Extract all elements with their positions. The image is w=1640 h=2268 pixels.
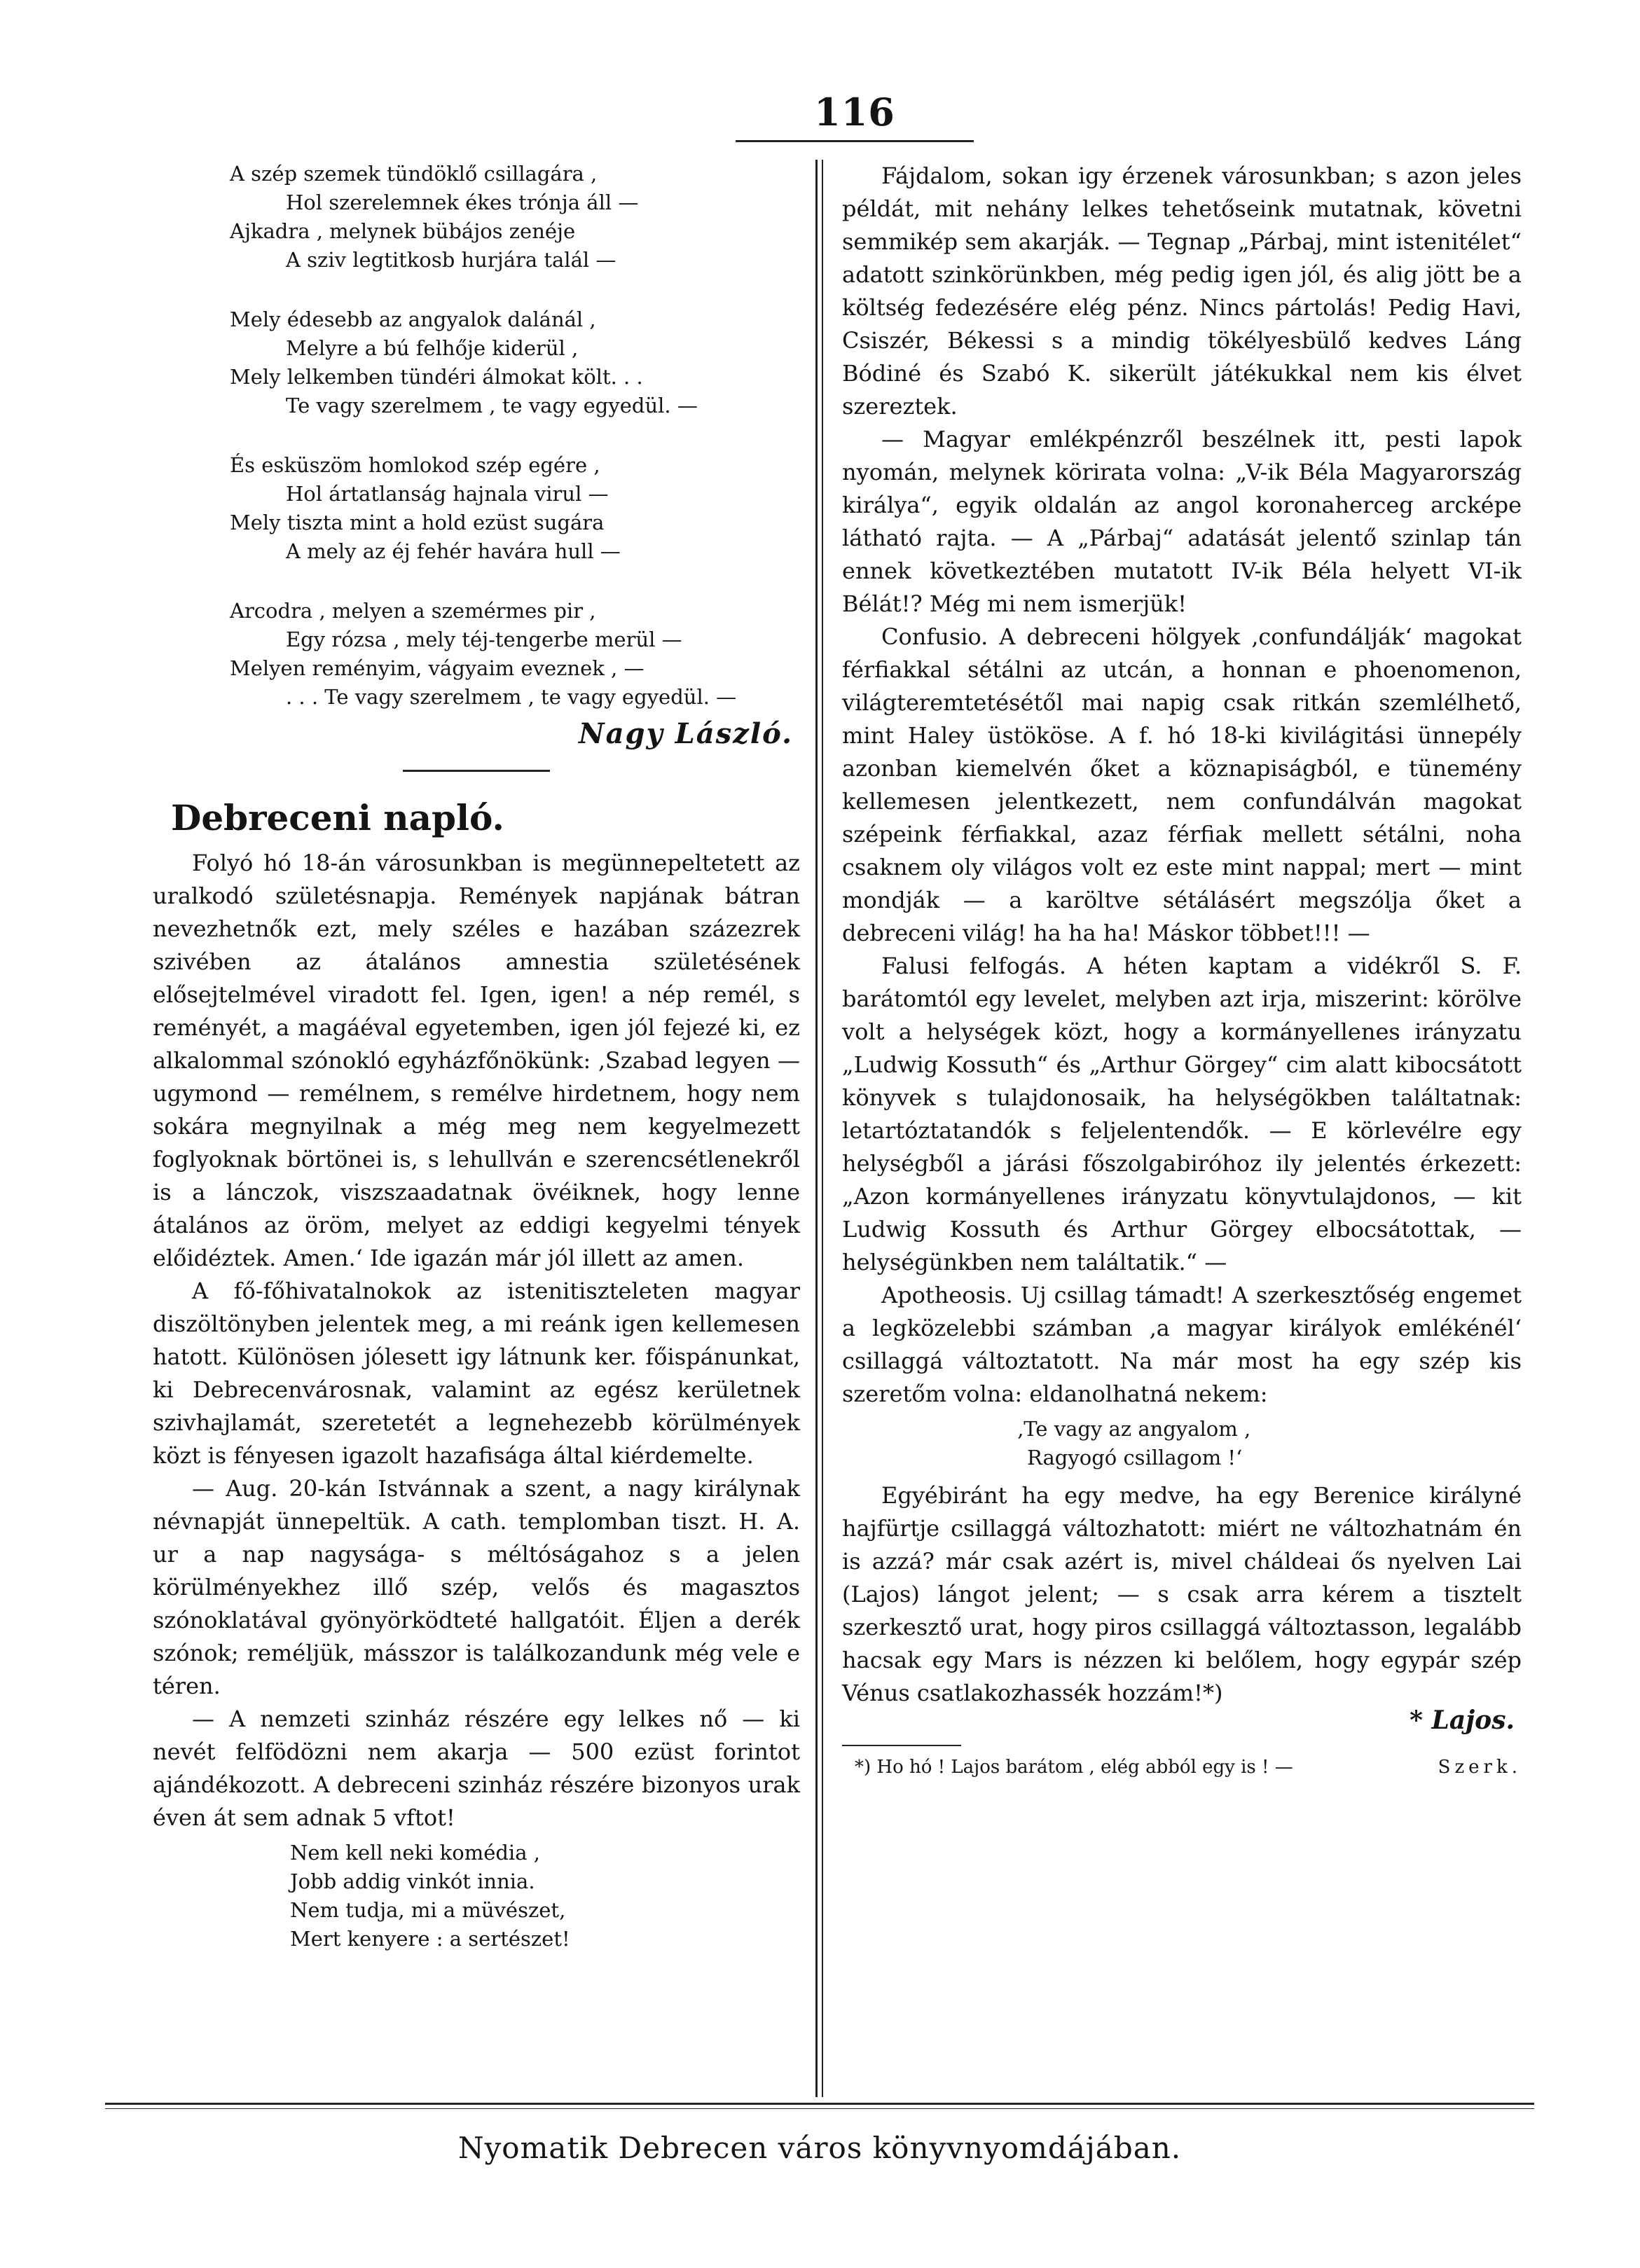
footnote bbox=[842, 1755, 1522, 1780]
poem-stanza-3 bbox=[230, 451, 800, 566]
paragraph: A fő-főhivatalnokok az istenitiszteleten magyar diszöltönyben jelentek meg, a mi reánk igen kellemesen hatott. Különösen jólesett igy látnunk ker. főispánunkat, ki Debrecenvárosnak, valamint az egész kerületnek szivhajlamát, szeretetét a legnehezebb körülmények közt is fényesen igazolt hazafisága által kiérdemelte. bbox=[153, 1278, 800, 1469]
poem-line: A sziv legtitkosb hurjára talál — bbox=[286, 248, 616, 272]
poem-stanza-4 bbox=[230, 597, 800, 712]
footnote-text: *) Ho hó ! Lajos barátom , elég abból egy is ! — bbox=[855, 1757, 1293, 1778]
paragraph: Egyébiránt ha egy medve, ha egy Berenice királyné hajfürtje csillaggá változhatott: miért ne változhatnám én is azzá? már csak azért is, mivel cháldeai ős nyelven Lai (Lajos) lángot jelent; — s csak arra kérem a tisztelt szerkesztő urat, hogy piros csillaggá változtasson, legalább hacsak egy Mars is nézzen ki belőlem, hogy egypár szép Vénus csatlakozhassék hozzám!*) bbox=[842, 1482, 1522, 1706]
paragraph: Apotheosis. Uj csillag támadt! A szerkesztőség engemet a legközelebbi számban ‚a magyar királyok emlékénél‘ csillaggá változtatott. Na már most ha egy szép kis szeretőm volna: eldanolhatná nekem: bbox=[842, 1282, 1522, 1407]
poem-line: Te vagy szerelmem , te vagy egyedül. — bbox=[286, 394, 698, 417]
section-heading: Debreceni napló. bbox=[171, 797, 504, 838]
poem-line: Mely édesebb az angyalok dalánál , bbox=[230, 307, 596, 331]
article-signature: * Lajos. bbox=[1410, 1706, 1515, 1735]
poem-line: A szép szemek tündöklő csillagára , bbox=[230, 162, 598, 186]
page-number: 116 bbox=[814, 90, 895, 134]
paragraph: — Aug. 20-kán Istvánnak a szent, a nagy királynak névnapját ünnepeltük. A cath. templomban tiszt. H. A. ur a nap nagysága- s méltóságahoz s a jelen körülményekhez illő szép, velős és magasztos szónoklatával gyönyörködteté hallgatóit. Éljen a derék szónok; reméljük, másszor is találkozandunk még vele e téren. bbox=[153, 1475, 800, 1699]
left-column bbox=[153, 160, 800, 1954]
paragraph: Folyó hó 18-án városunkban is megünnepeltetett az uralkodó születésnapja. Remények napjának bátran nevezhetnők ezt, mely széles e hazában százezrek szivében az átalános amnestia születésének elősejtelmével viradott fel. Igen, igen! a nép remél, s reményét, a magáéval egyetemben, igen jól fejezé ki, ez alkalommal szónokló egyházfőnökünk: ‚Szabad legyen — ugymond — remélnem, s remélve hirdetnem, hogy nem sokára megnyilnak a még meg nem kegyelmezett foglyoknak börtönei is, s lehullván e szerencsétlenekről is a lánczok, viszszaadatnak övéiknek, hogy lenne átalános az öröm, melyet az eddigi kegyelmi tények előidéztek. Amen.‘ Ide igazán már jól illett az amen. bbox=[153, 850, 800, 1271]
poem-line: Melyre a bú felhője kiderül , bbox=[286, 336, 579, 360]
poem-line: A mely az éj fehér havára hull — bbox=[286, 539, 621, 563]
poem-line: Hol ártatlanság hajnala virul — bbox=[286, 482, 609, 506]
column-divider-inner bbox=[822, 160, 823, 2097]
poem-line: Melyen reményim, vágyaim eveznek , — bbox=[230, 656, 645, 680]
verse-line: Mert kenyere : a sertészet! bbox=[290, 1927, 570, 1951]
verse-line: Jobb addig vinkót innia. bbox=[290, 1869, 535, 1893]
footer-rule-thin bbox=[105, 2108, 1534, 2109]
poem-line: És esküszöm homlokod szép egére , bbox=[230, 453, 600, 477]
poem-author: Nagy László. bbox=[579, 717, 793, 750]
poem-line: Mely lelkemben tündéri álmokat költ. . . bbox=[230, 365, 643, 389]
poem-line: Egy rózsa , mely téj-tengerbe merül — bbox=[286, 628, 682, 651]
verse-line: Nem tudja, mi a müvészet, bbox=[290, 1898, 566, 1922]
poem-stanza-2 bbox=[230, 305, 800, 420]
footnote-rule bbox=[842, 1745, 961, 1746]
paragraph: — Magyar emlékpénzről beszélnek itt, pesti lapok nyomán, melynek körirata volna: „V-ik Béla Magyarország királya“, egyik oldalán az angol koronaherceg arcképe látható rajta. — A „Párbaj“ adatását jelentő szinlap tán ennek következtében mutatott IV-ik Béla helyett VI-ik Bélát!? Még mi nem ismerjük! bbox=[842, 426, 1522, 617]
verse-line: Ragyogó csillagom !‘ bbox=[1027, 1446, 1243, 1470]
paragraph: Fájdalom, sokan igy érzenek városunkban; s azon jeles példát, mit nehány lelkes tehetőseink mutatnak, követni semmikép sem akarják. — Tegnap „Párbaj, mint istenitélet“ adatott szinkörünkben, még pedig igen jól, és alig jött be a költség fedezésére elég pénz. Nincs pártolás! Pedig Havi, Csiszér, Békessi s a mindig tökélyesbülő kedves Láng Bódiné és Szabó K. sikerült játékukkal nem kis élvet szereztek. bbox=[842, 163, 1522, 420]
verse-line: ‚Te vagy az angyalom , bbox=[1017, 1417, 1251, 1441]
poem-line: Hol szerelemnek ékes trónja áll — bbox=[286, 191, 639, 214]
paragraph: — A nemzeti szinház részére egy lelkes nő — ki nevét felfödözni nem akarja — 500 ezüst forintot ajándékozott. A debreceni szinház részére bizonyos urak éven át sem adnak 5 vftot! bbox=[153, 1706, 800, 1831]
poem-line: Ajkadra , melynek bübájos zenéje bbox=[230, 219, 576, 243]
poem bbox=[230, 160, 800, 712]
short-verse bbox=[290, 1839, 800, 1954]
poem-line: Mely tiszta mint a hold ezüst sugára bbox=[230, 511, 605, 534]
imprint: Nyomatik Debrecen város könyvnyomdájában. bbox=[457, 2131, 1182, 2165]
poem-stanza-1 bbox=[230, 160, 800, 275]
paragraph: Confusio. A debreceni hölgyek ‚confundálják‘ magokat férfiakkal sétálni az utcán, a honnan e phoenomenon, világteremtetésétől mai napig csak ritkán szemlélhető, mint Haley üstököse. A f. hó 18-ki kivilágitási ünnepély azonban kiemelvén őket a köznapiságból, e tünemény kellemesen jelentkezett, nem confundálván magokat szépeink férfiakkal, azaz férfiak mellett sétálni, noha csaknem oly világos volt ez este mint nappal; mert — mint mondják — a karöltve sétálásért megszólja őket a debreceni világ! ha ha ha! Máskor többet!!! — bbox=[842, 623, 1522, 946]
paragraph: Falusi felfogás. A héten kaptam a vidékről S. F. barátomtól egy levelet, melyben azt irja, miszerint: körölve volt a helységek közt, hogy a kormányellenes irányzatu „Ludwig Kossuth“ és „Arthur Görgey“ cim alatt kibocsátott könyvek s tulajdonosaik, ha helységökben találtatnak: letartóztatandók s feljelentendők. — E körlevélre egy helységből a járási főszolgabiróhoz ily jelentés érkezett: „Azon kormányellenes irányzatu könyvtulajdonos, — kit Ludwig Kossuth és Arthur Görgey elbocsátottak, — helységünkben nem találtatik.“ — bbox=[842, 953, 1522, 1275]
column-divider bbox=[815, 160, 818, 2097]
footnote-sign: Szerk. bbox=[1438, 1757, 1522, 1778]
footer-rule bbox=[105, 2103, 1534, 2105]
poem-line: . . . Te vagy szerelmem , te vagy egyedül. — bbox=[286, 685, 737, 709]
page-number-rule bbox=[736, 140, 974, 142]
right-column bbox=[842, 160, 1522, 1780]
short-verse bbox=[1017, 1415, 1522, 1472]
poem-line: Arcodra , melyen a szemérmes pir , bbox=[230, 599, 596, 623]
section-divider bbox=[403, 770, 550, 772]
verse-line: Nem kell neki komédia , bbox=[290, 1841, 540, 1865]
